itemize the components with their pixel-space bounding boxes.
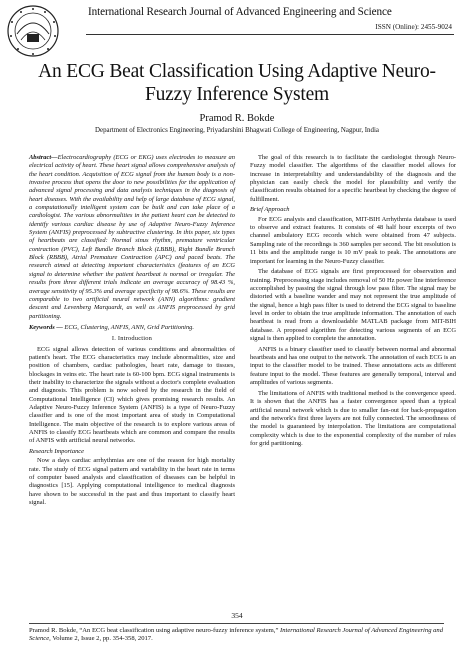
paper-title: An ECG Beat Classification Using Adaptive Neuro-Fuzzy Inference System — [38, 61, 436, 105]
author-name: Pramod R. Bokde — [199, 113, 275, 124]
citation-details: , Volume 2, Issue 2, pp. 354-358, 2017. — [49, 635, 153, 643]
journal-name: International Research Journal of Advanced Engineering and Science — [88, 6, 392, 18]
preprocessing-paragraph: The database of ECG signals are first preprocessed for observation and training. Preprocessing stage includes removal of 50 Hz power line interference accomplished by passing the signal through low pass filter. The signal may be distorted with a baseline wander and may not represent the true amplitude of the signal, hence a high pass filter is used to detrend the ECG signal to baseline level in order to obtain the true amplitude information. The annotation of each heartbeat is read from a downloadable MATLAB package from MIT-BIH database. A proposed algorithm for detecting various segments of an ECG signal is then applied to complete the annotation. — [250, 268, 456, 342]
goal-paragraph: The goal of this research is to facilitate the cardiologist through Neuro-Fuzzy model classifier. The algorithms of the classifier model allows for increase in interpretability and understandability of the diagnosis and the physician can easily check the model for plausibility and verify the classification results obtained for a specific heartbeat by checking the degree of fulfillment. — [250, 154, 456, 203]
anfis-paragraph: ANFIS is a binary classifier used to classify between normal and abnormal heartbeats and has one output to the network. The annotation of each ECG is an input to the classifier model to be trained. These annotations acts as different feature input to the model. These features are generally temporal, interval and amplitudes of various segments. — [250, 345, 456, 387]
research-importance-paragraph: Now a days cardiac arrhythmias are one of the reason for high mortality rate. The study of ECG signal pattern and variability in the heart rate in terms of computer based analysis and classification of diseases can be helpful in diagnostics [15]. Applying computational intelligence to medical diagnosis have shown to be successful in the past and thus important to classify heart signal. — [29, 457, 235, 507]
author-affiliation: Department of Electronics Engineering, Priyadarshini Bhagwati College of Engineering, Nagpur, India — [95, 127, 379, 134]
page-number: 354 — [231, 611, 243, 620]
subheading-brief-approach: Brief Approach — [250, 206, 290, 214]
right-column — [250, 154, 456, 451]
intro-paragraph: ECG signal allows detection of various conditions and abnormalities of patient's heart. The ECG characteristics may include abnormalities, size and position of chambers, cardiac pathologies, heart rate, damage to tissues, blockages in veins etc. The heart rate is 60-100 bpm. ECG signal instruments is their inability to characterize the signals without a doctor's complete evaluation and diagnosis. This problem is now solved by the research in the field of Computational Intelligence (CI) which gives promising research results. An Adaptive Neuro-Fuzzy Inference System (ANFIS) is a type of Neuro-Fuzzy classifier and is one of the most important area of study in Computational Intelligence. The main objective of the research is to explore various areas of ANFIS to classify ECG heartbeats which are common and compare the results of ANFIS with artificial neural networks. — [29, 345, 235, 445]
abstract-text: Electrocardiography (ECG or EKG) uses electrodes to measure an electrical activity of heart. These heart signal allows comprehensive analysis of the heart condition. Acquisition of ECG signal from the human body is a non-invasive process that opens the door to new possibilities for the application of advanced signal processing and data analysis techniques in the diagnosis of heart diseases. With the availability and help of large database of ECG signal, a computationally intelligent system can be built and can take place of a cardiologist. The various abnormalities in the patient heart can be detected to identify various cardiac disease by use of Adaptive Neuro-Fuzzy Inference System (ANFIS) preprocessed by subtractive clustering. In this paper, six types of heartbeats are classified: Normal sinus rhythm, premature ventricular contraction (PVC), Left Bundle Branch Block (LBBB), Right Bundle Branch Block (RBBB), Atrial Premature Contraction (APC) and paced beats. The research aimed at detecting important characteristics (features of an ECG signal to determine whether the patient heartbeat is normal or irregular. The results from three different trials indicate an average accuracy of 98.43 %, average sensitivity of 95.3% and average specificity of 98.6%. These results are comparable to two artificial neural network (ANN) algorithms: gradient descent and Levenberg Marquardt, as well as ANFIS preprocessed by grid partitioning. — [29, 154, 235, 320]
left-column — [29, 154, 235, 510]
issn-label: ISSN (Online): 2455-9024 — [375, 23, 452, 31]
subheading-research-importance: Research Importance — [29, 448, 84, 456]
keywords — [29, 324, 235, 332]
citation-journal: International Research Journal of Advanced Engineering and Science — [29, 627, 444, 643]
citation-footer — [29, 627, 444, 644]
citation-text: Pramod R. Bokde, “An ECG beat classification using adaptive neuro-fuzzy inference system,” — [29, 627, 281, 634]
footer-rule — [29, 623, 444, 624]
abstract — [29, 154, 235, 321]
abstract-label: Abstract— — [29, 154, 58, 161]
header-rule — [86, 34, 454, 35]
approach-paragraph: For ECG analysis and classification, MIT-BIH Arrhythmia database is used to observe and extract features. It consists of 48 half hour excerpts of two channel ambulatory ECG records which were obtained from 47 subjects. Sampling rate of the recordings is 360 samples per second. The bit resolution is 11 bits and the amplitude range is 10 mV peak to peak. The annotations are important for learning in the Neuro-Fuzzy classifier. — [250, 215, 456, 265]
journal-logo-icon — [5, 4, 61, 58]
journal-header — [0, 0, 474, 60]
keywords-text: ECG, Clustering, ANFIS, ANN, Grid Partitioning. — [64, 323, 195, 331]
keywords-label: Keywords — — [29, 323, 63, 331]
section-heading-introduction: I. Introduction — [111, 335, 153, 343]
limitations-paragraph: The limitations of ANFIS with traditional method is the convergence speed. It is shown that the ANFIS has a faster convergence speed than a typical artificial neural network which is due to smaller fan-out for back-propagation and the network's first three layers are not fully connected. The smoothness of the model is guaranteed by interpolation. The limitations are computational complexity which is due to the exponential complexity of the number of rules for grid partitioning. — [250, 389, 456, 447]
